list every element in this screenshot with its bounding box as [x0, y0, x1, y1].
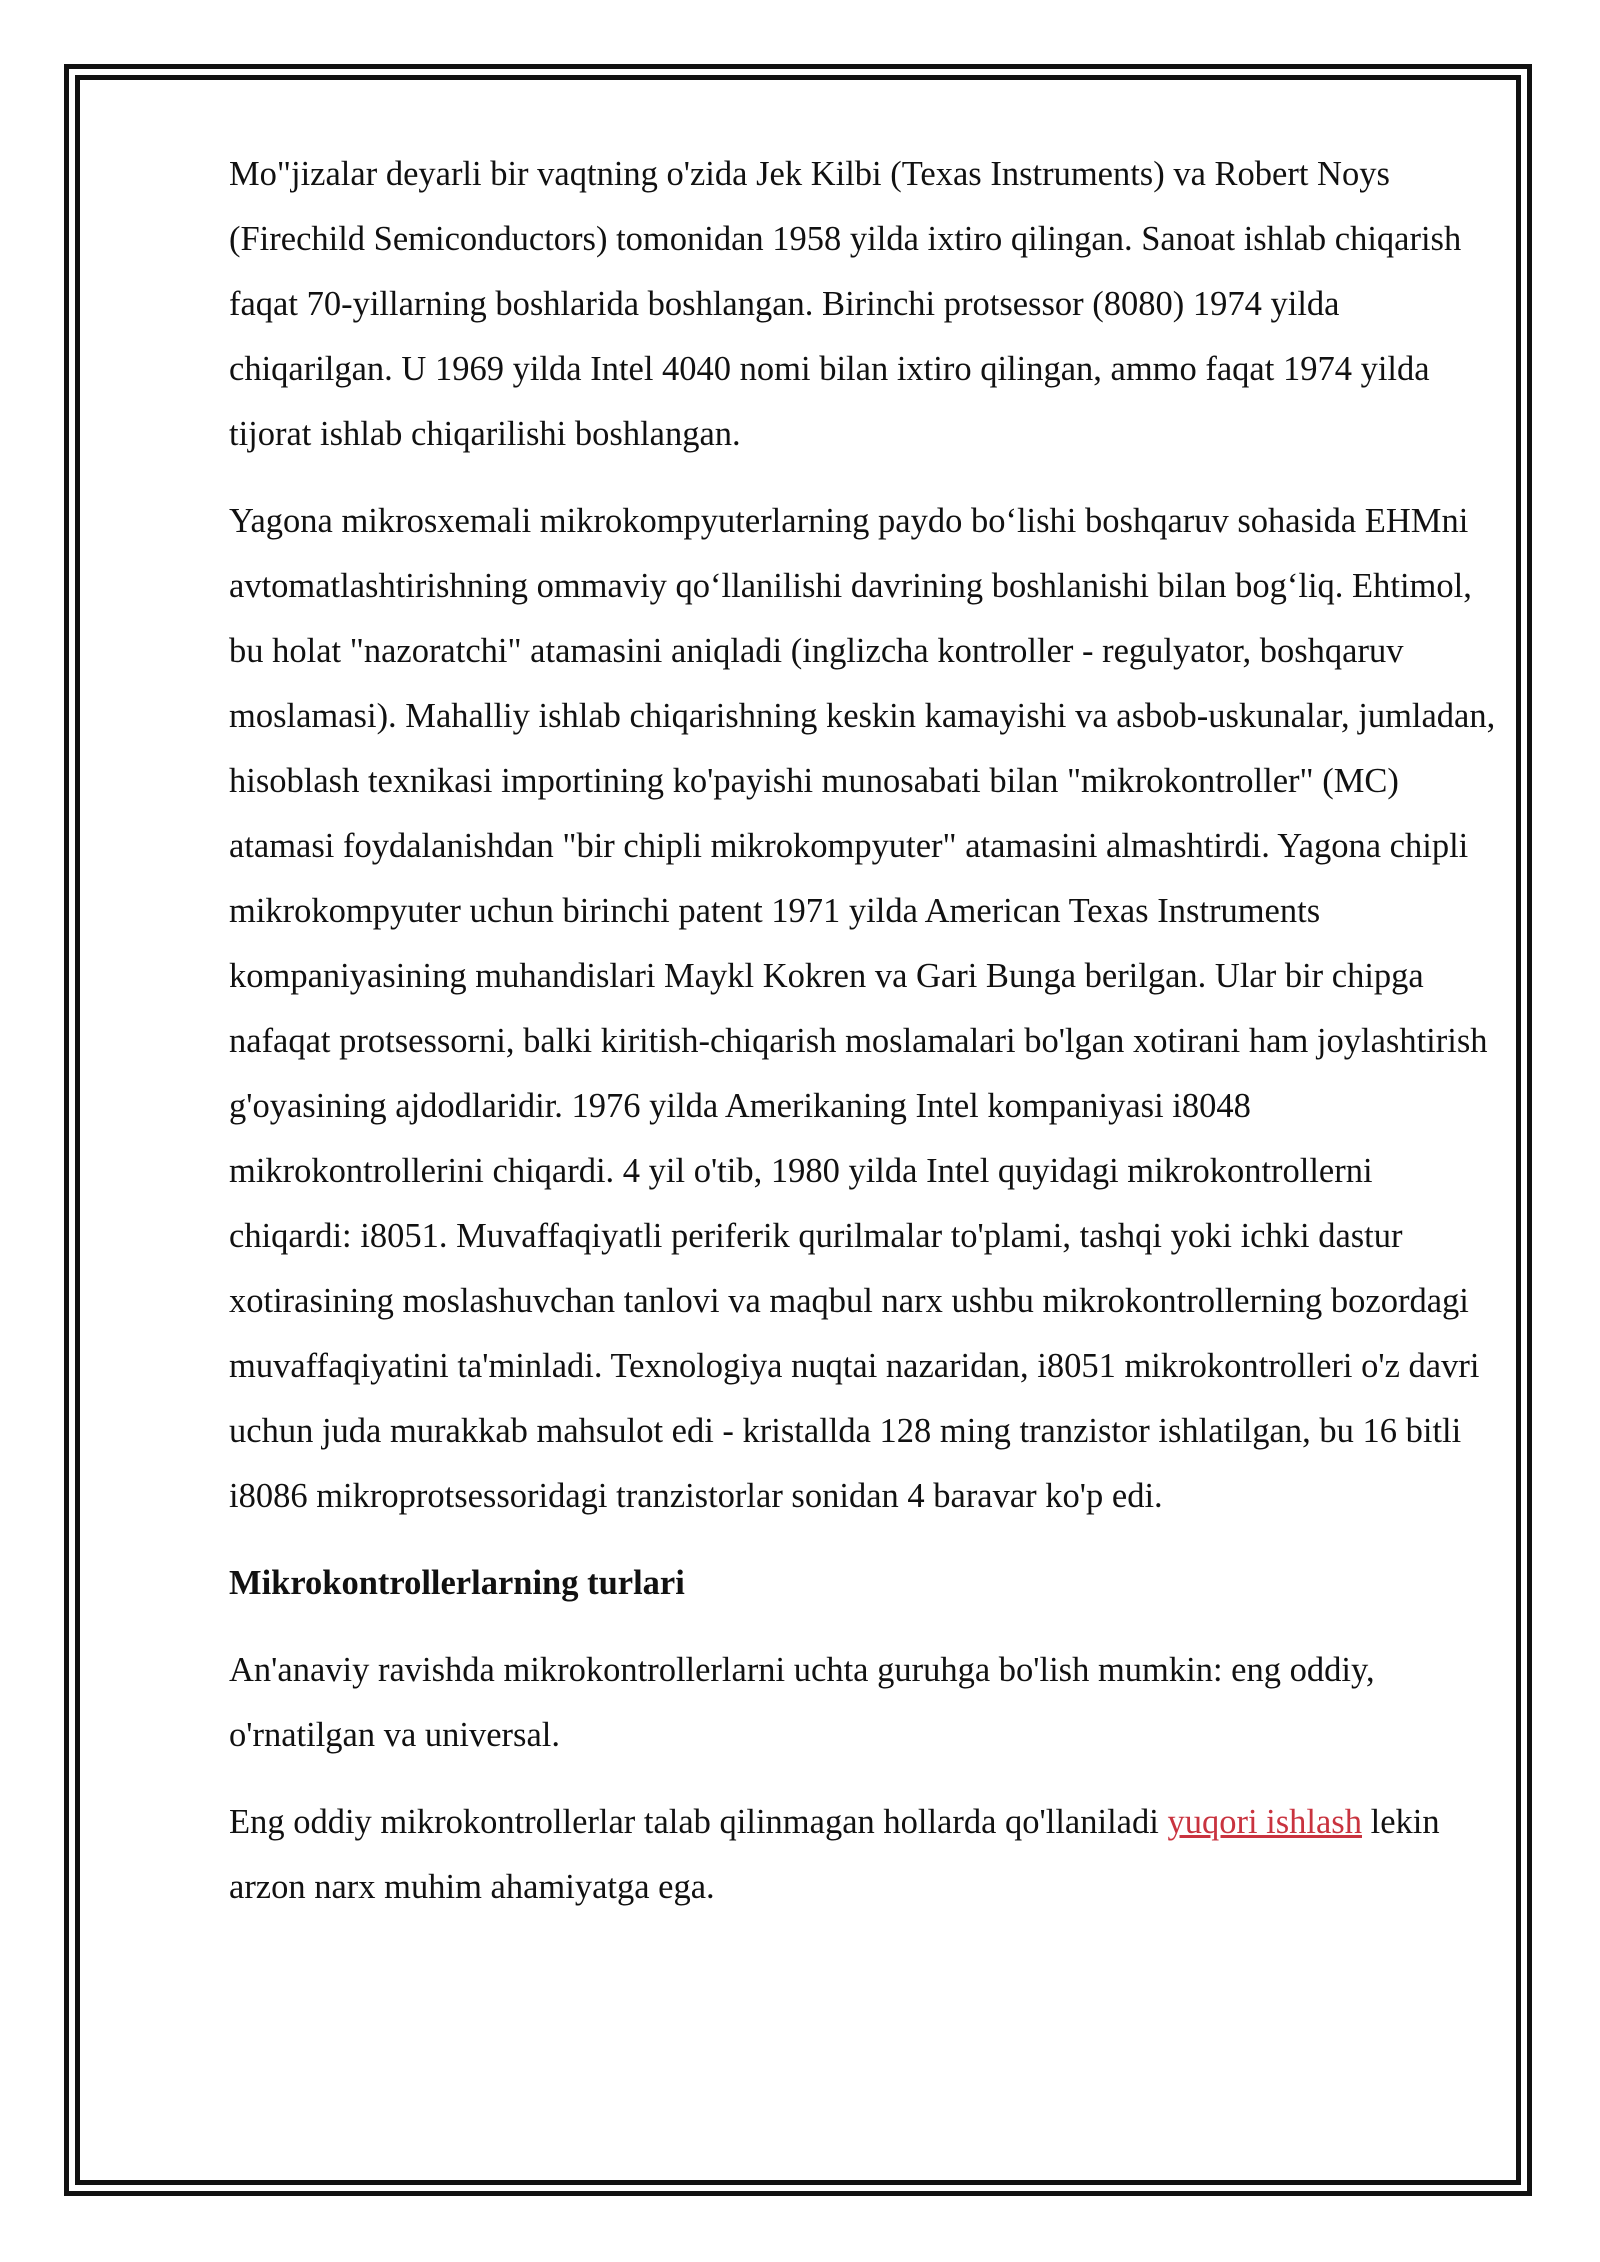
section-heading: Mikrokontrollerlarning turlari: [229, 1564, 685, 1602]
hyperlink-yuqori-ishlash[interactable]: yuqori ishlash: [1167, 1803, 1362, 1841]
document-body: [229, 142, 1499, 1942]
paragraph-single-chip: Yagona mikrosxemali mikrokompyuterlarning paydo bo‘lishi boshqaruv sohasida EHMni avtomatlashtirishning ommaviy qo‘llanilishi davrining boshlanishi bilan bog‘liq. Ehtimol, bu holat "nazoratchi" atamasini aniqladi (inglizcha kontroller - regulyator, boshqaruv moslamasi). Mahalliy ishlab chiqarishning keskin kamayishi va asbob-uskunalar, jumladan, hisoblash texnikasi importining ko'payishi munosabati bilan "mikrokontroller" (MC) atamasi foydalanishdan "bir chipli mikrokompyuter" atamasini almashtirdi. Yagona chipli mikrokompyuter uchun birinchi patent 1971 yilda American Texas Instruments kompaniyasining muhandislari Maykl Kokren va Gari Bunga berilgan. Ular bir chipga nafaqat protsessorni, balki kiritish-chiqarish moslamalari bo'lgan xotirani ham joylashtirish g'oyasining ajdodlaridir. 1976 yilda Amerikaning Intel kompaniyasi i8048 mikrokontrollerini chiqardi. 4 yil o'tib, 1980 yilda Intel quyidagi mikrokontrollerni chiqardi: i8051. Muvaffaqiyatli periferik qurilmalar to'plami, tashqi yoki ichki dastur xotirasining moslashuvchan tanlovi va maqbul narx ushbu mikrokontrollerning bozordagi muvaffaqiyatini ta'minladi. Texnologiya nuqtai nazaridan, i8051 mikrokontrolleri o'z davri uchun juda murakkab mahsulot edi - kristallda 128 ming tranzistor ishlatilgan, bu 16 bitli i8086 mikroprotsessoridagi tranzistorlar sonidan 4 baravar ko'p edi.: [229, 502, 1496, 1515]
paragraph-text-after: lekin arzon narx muhim ahamiyatga ega.: [229, 1803, 1440, 1906]
paragraph-history: Mo"jizalar deyarli bir vaqtning o'zida Jek Kilbi (Texas Instruments) va Robert Noys (Firechild Semiconductors) tomonidan 1958 yilda ixtiro qilingan. Sanoat ishlab chiqarish faqat 70-yillarning boshlarida boshlangan. Birinchi protsessor (8080) 1974 yilda chiqarilgan. U 1969 yilda Intel 4040 nomi bilan ixtiro qilingan, ammo faqat 1974 yilda tijorat ishlab chiqarilishi boshlangan.: [229, 155, 1462, 453]
paragraph-groups: An'anaviy ravishda mikrokontrollerlarni uchta guruhga bo'lish mumkin: eng oddiy, o'rnatilgan va universal.: [229, 1651, 1375, 1754]
paragraph-simple-mcu: [229, 1790, 1499, 1920]
paragraph-text-before: Eng oddiy mikrokontrollerlar talab qilinmagan hollarda qo'llaniladi: [229, 1803, 1168, 1841]
